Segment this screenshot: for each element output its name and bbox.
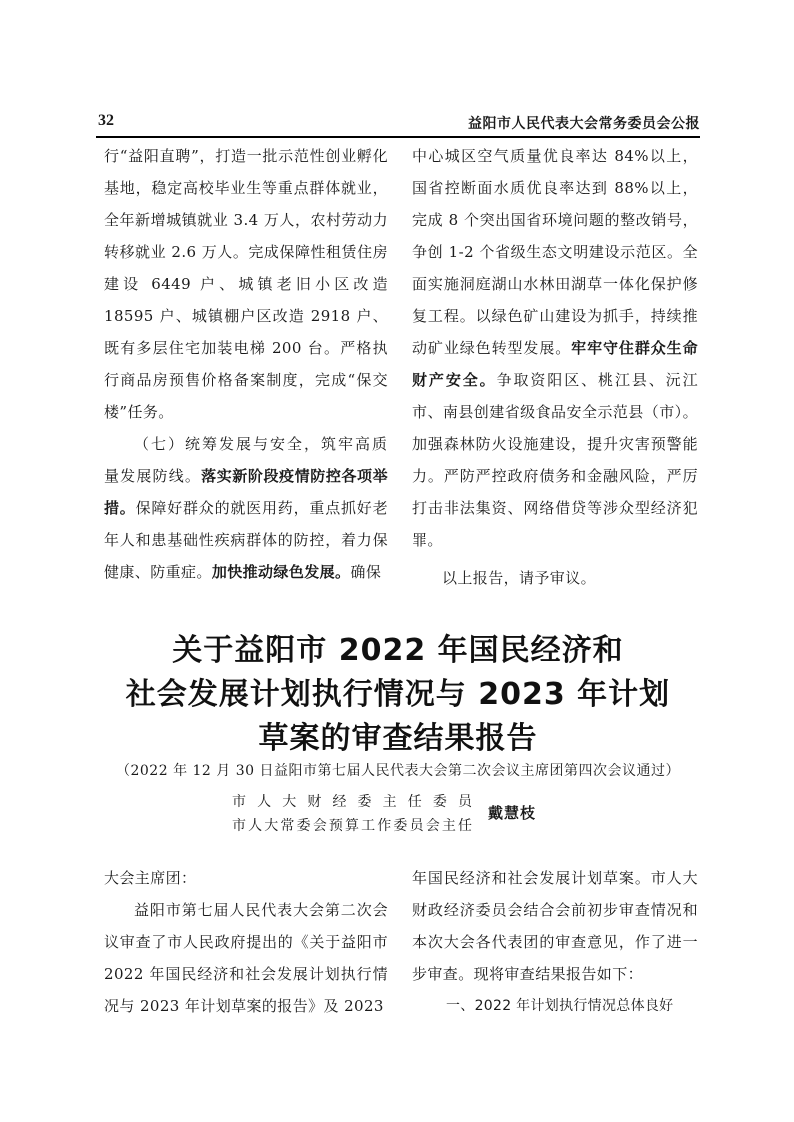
bold-epidemic-control: 落实新阶段疫情防控各项举措。 (104, 467, 388, 517)
section-seven-heading: （七）统筹发展与安全，筑牢高质量发展防线。 (104, 435, 388, 485)
author-name: 戴慧枝 (488, 804, 537, 822)
author-role-2: 市人大常委会预算工作委员会主任 (232, 818, 472, 834)
bold-public-safety: 牢牢守住群众生命财产安全。 (412, 339, 698, 389)
paragraph-closing: 以上报告，请予审议。 (442, 569, 597, 587)
paragraph-environment-safety (412, 140, 698, 556)
section-one-heading: 一、2022 年计划执行情况总体良好 (446, 998, 674, 1014)
bottom-right-column (412, 862, 698, 1022)
bottom-left-column (104, 862, 388, 1022)
journal-title: 益阳市人民代表大会常务委员会公报 (468, 116, 700, 132)
text-epidemic-control: 保障好群众的就医用药，重点抓好老年人和患基础性疾病群体的防控，着力保健康、防重症。 (104, 499, 388, 581)
paragraph-employment-housing: 行“益阳直聘”，打造一批示范性创业孵化基地，稳定高校毕业生等重点群体就业，全年新增城镇就业 3.4 万人，农村劳动力转移就业 2.6 万人。完成保障性租赁住房建设 6449 户、城镇老旧小区改造 18595 户、城镇棚户区改造 2918 户、既有多层住宅加装电梯 200 台。严格执行商品房预售价格备案制度，完成“保交楼”任务。 (104, 147, 388, 421)
author-role-1: 市人大财经委主任委员 (232, 794, 472, 810)
text-public-safety: 争取资阳区、桃江县、沅江市、南县创建省级食品安全示范县（市）。加强森林防火设施建设，提升灾害预警能力。严防严控政府债务和金融风险，严厉打击非法集资、网络借贷等涉众型经济犯罪。 (412, 371, 698, 549)
paragraph-security (104, 428, 388, 588)
top-right-column (412, 140, 698, 594)
bold-green-development: 加快推动绿色发展。 (211, 563, 351, 581)
salutation: 大会主席团： (104, 869, 197, 887)
paragraph-review-continued: 年国民经济和社会发展计划草案。市人大财政经济委员会结合会前初步审查情况和本次大会各代表团的审查意见，作了进一步审查。现将审查结果报告如下： (412, 869, 698, 983)
article-subtitle: （2022 年 12 月 30 日益阳市第七届人民代表大会第二次会议主席团第四次会议通过） (115, 763, 680, 779)
page-number: 32 (98, 112, 114, 129)
paragraph-review-intro: 益阳市第七届人民代表大会第二次会议审查了市人民政府提出的《关于益阳市 2022 年国民经济和社会发展计划执行情况与 2023 年计划草案的报告》及 2023 (104, 901, 388, 1015)
text-green-development-start: 确保 (350, 563, 382, 581)
article-title-line-3: 草案的审查结果报告 (258, 721, 538, 756)
article-title-line-2: 社会发展计划执行情况与 2023 年计划 (125, 677, 671, 712)
article-title-line-1: 关于益阳市 2022 年国民经济和 (172, 633, 624, 668)
top-left-column (104, 140, 388, 588)
running-header (96, 112, 700, 138)
text-environment: 中心城区空气质量优良率达 84%以上，国省控断面水质优良率达到 88%以上，完成 8 个突出国省环境问题的整改销号，争创 1-2 个省级生态文明建设示范区。全面实施洞庭湖山水林田湖草一体化保护修复工程。以绿色矿山建设为抓手，持续推动矿业绿色转型发展。 (412, 147, 698, 357)
